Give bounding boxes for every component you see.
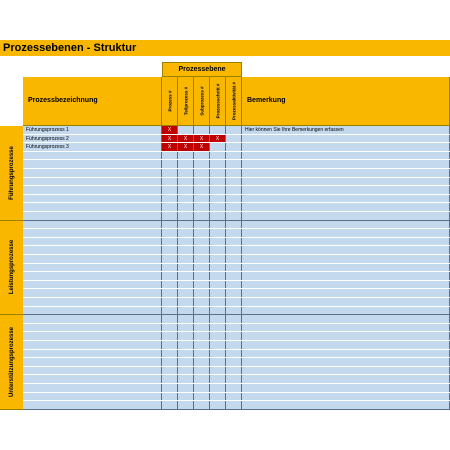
cell-level-mark[interactable] [226, 178, 242, 186]
cell-level-mark[interactable] [162, 203, 178, 211]
cell-process-name[interactable] [23, 238, 162, 246]
cell-level-mark[interactable] [210, 221, 226, 229]
cell-level-mark[interactable] [194, 229, 210, 237]
cell-level-mark[interactable] [162, 307, 178, 315]
header-level-label: Subprozess # [199, 86, 204, 116]
cell-level-mark[interactable] [226, 384, 242, 392]
cell-level-mark[interactable] [226, 375, 242, 383]
cell-level-mark[interactable] [210, 246, 226, 254]
header-remark-label: Bemerkung [247, 97, 286, 104]
cell-level-mark[interactable] [162, 324, 178, 332]
table-row [23, 324, 450, 333]
cell-level-mark[interactable] [226, 298, 242, 306]
cell-level-mark[interactable] [162, 255, 178, 263]
cell-process-name[interactable] [23, 186, 162, 194]
cell-remark[interactable] [242, 375, 450, 383]
cell-level-mark[interactable] [210, 358, 226, 366]
cell-process-name[interactable] [23, 393, 162, 401]
cell-remark[interactable] [242, 384, 450, 392]
cell-level-mark[interactable] [194, 350, 210, 358]
remark-text: Hier können Sie Ihre Bemerkungen erfassen [245, 127, 344, 133]
cell-process-name[interactable] [23, 143, 162, 151]
cell-remark[interactable] [242, 169, 450, 177]
cell-process-name[interactable] [23, 401, 162, 409]
level-mark: X [199, 144, 204, 151]
table-row [23, 186, 450, 195]
table-row [23, 384, 450, 393]
cell-level-mark[interactable] [178, 264, 194, 272]
cell-process-name[interactable] [23, 350, 162, 358]
cell-level-mark[interactable] [226, 212, 242, 220]
cell-process-name[interactable] [23, 264, 162, 272]
cell-level-mark[interactable] [178, 246, 194, 254]
table-row [23, 126, 450, 135]
group-label: Führungsprozesse [8, 145, 15, 200]
header-level-label: Prozessschritt # [215, 83, 220, 119]
table-row [23, 350, 450, 359]
cell-remark[interactable] [242, 307, 450, 315]
cell-process-name[interactable] [23, 152, 162, 160]
table-row [23, 393, 450, 402]
table-row [23, 152, 450, 161]
cell-level-mark[interactable] [178, 358, 194, 366]
cell-level-mark[interactable] [226, 126, 242, 134]
cell-process-name[interactable] [23, 135, 162, 143]
cell-level-mark[interactable] [162, 238, 178, 246]
cell-remark[interactable] [242, 401, 450, 409]
cell-level-mark[interactable] [162, 298, 178, 306]
cell-level-mark[interactable] [178, 160, 194, 168]
cell-level-mark[interactable] [226, 393, 242, 401]
cell-remark[interactable] [242, 186, 450, 194]
cell-level-mark[interactable] [194, 221, 210, 229]
cell-level-mark[interactable] [178, 281, 194, 289]
table-row [23, 169, 450, 178]
cell-level-mark[interactable] [194, 358, 210, 366]
cell-level-mark[interactable] [178, 255, 194, 263]
cell-level-mark[interactable] [162, 272, 178, 280]
cell-level-mark[interactable] [178, 324, 194, 332]
cell-level-mark[interactable] [178, 126, 194, 134]
cell-level-mark[interactable] [178, 135, 194, 143]
cell-level-mark[interactable] [226, 332, 242, 340]
cell-remark[interactable] [242, 152, 450, 160]
cell-remark[interactable] [242, 298, 450, 306]
cell-level-mark[interactable] [226, 350, 242, 358]
cell-level-mark[interactable] [210, 384, 226, 392]
level-mark: X [199, 135, 204, 142]
table-row [23, 358, 450, 367]
cell-level-mark[interactable] [226, 160, 242, 168]
table-row [23, 238, 450, 247]
cell-level-mark[interactable] [194, 298, 210, 306]
cell-remark[interactable] [242, 350, 450, 358]
cell-level-mark[interactable] [226, 246, 242, 254]
cell-level-mark[interactable] [162, 152, 178, 160]
cell-level-mark[interactable] [210, 178, 226, 186]
header-level-label: Prozess # [167, 90, 172, 112]
cell-level-mark[interactable] [162, 135, 178, 143]
header-level-col-3 [210, 77, 226, 126]
cell-remark[interactable] [242, 126, 450, 134]
cell-level-mark[interactable] [210, 169, 226, 177]
table-row [23, 195, 450, 204]
cell-level-mark[interactable] [194, 341, 210, 349]
cell-level-mark[interactable] [226, 264, 242, 272]
group-label-cell [0, 126, 23, 221]
cell-remark[interactable] [242, 212, 450, 220]
cell-level-mark[interactable] [162, 229, 178, 237]
cell-process-name[interactable] [23, 203, 162, 211]
cell-level-mark[interactable] [162, 375, 178, 383]
table-row [23, 272, 450, 281]
table-row [23, 315, 450, 324]
cell-level-mark[interactable] [194, 169, 210, 177]
cell-remark[interactable] [242, 324, 450, 332]
cell-process-name[interactable] [23, 289, 162, 297]
cell-level-mark[interactable] [178, 367, 194, 375]
group-label-cell [0, 221, 23, 316]
level-mark: X [183, 135, 188, 142]
cell-level-mark[interactable] [226, 152, 242, 160]
cell-level-mark[interactable] [210, 401, 226, 409]
cell-level-mark[interactable] [210, 393, 226, 401]
level-mark: X [167, 135, 172, 142]
cell-process-name[interactable] [23, 160, 162, 168]
cell-process-name[interactable] [23, 178, 162, 186]
cell-level-mark[interactable] [178, 238, 194, 246]
table-row [23, 281, 450, 290]
cell-remark[interactable] [242, 367, 450, 375]
cell-level-mark[interactable] [210, 143, 226, 151]
process-name: Führungsprozess 3 [26, 144, 69, 151]
header-remark-column [242, 77, 450, 126]
cell-level-mark[interactable] [210, 298, 226, 306]
cell-level-mark[interactable] [226, 143, 242, 151]
group-label-cell [0, 315, 23, 410]
table-row [23, 135, 450, 144]
cell-level-mark[interactable] [194, 143, 210, 151]
cell-level-mark[interactable] [162, 126, 178, 134]
cell-level-mark[interactable] [178, 393, 194, 401]
cell-level-mark[interactable] [210, 367, 226, 375]
table-row [23, 229, 450, 238]
cell-process-name[interactable] [23, 367, 162, 375]
cell-level-mark[interactable] [226, 203, 242, 211]
cell-remark[interactable] [242, 393, 450, 401]
cell-level-mark[interactable] [194, 281, 210, 289]
cell-level-mark[interactable] [194, 135, 210, 143]
cell-level-mark[interactable] [178, 307, 194, 315]
cell-remark[interactable] [242, 203, 450, 211]
cell-level-mark[interactable] [194, 255, 210, 263]
cell-level-mark[interactable] [194, 212, 210, 220]
cell-level-mark[interactable] [178, 178, 194, 186]
cell-level-mark[interactable] [162, 143, 178, 151]
cell-level-mark[interactable] [194, 393, 210, 401]
cell-level-mark[interactable] [162, 350, 178, 358]
header-level-col-2 [194, 77, 210, 126]
cell-level-mark[interactable] [210, 195, 226, 203]
group-label: Unterstützungsprozesse [8, 326, 15, 397]
cell-level-mark[interactable] [210, 135, 226, 143]
process-name: Führungsprozess 1 [26, 127, 69, 133]
cell-level-mark[interactable] [210, 186, 226, 194]
cell-level-mark[interactable] [162, 289, 178, 297]
cell-level-mark[interactable] [194, 384, 210, 392]
cell-level-mark[interactable] [226, 315, 242, 323]
header-level-label: Teilprozess # [183, 86, 188, 116]
cell-level-mark[interactable] [194, 367, 210, 375]
header-level-col-1 [178, 77, 194, 126]
cell-level-mark[interactable] [210, 160, 226, 168]
table-row [23, 143, 450, 152]
cell-process-name[interactable] [23, 221, 162, 229]
cell-level-mark[interactable] [210, 229, 226, 237]
cell-level-mark[interactable] [194, 375, 210, 383]
cell-level-mark[interactable] [178, 272, 194, 280]
cell-level-mark[interactable] [162, 160, 178, 168]
cell-process-name[interactable] [23, 169, 162, 177]
title-bar [0, 40, 450, 56]
cell-level-mark[interactable] [178, 229, 194, 237]
table-row [23, 255, 450, 264]
header-level-col-0 [162, 77, 178, 126]
cell-level-mark[interactable] [178, 341, 194, 349]
cell-level-mark[interactable] [210, 332, 226, 340]
group-label: Leistungsprozesse [8, 240, 15, 295]
cell-process-name[interactable] [23, 384, 162, 392]
cell-level-mark[interactable] [226, 135, 242, 143]
cell-level-mark[interactable] [178, 350, 194, 358]
level-mark: X [215, 135, 220, 142]
cell-level-mark[interactable] [178, 298, 194, 306]
cell-level-mark[interactable] [226, 324, 242, 332]
cell-level-mark[interactable] [226, 169, 242, 177]
cell-level-mark[interactable] [178, 152, 194, 160]
cell-level-mark[interactable] [178, 195, 194, 203]
cell-level-mark[interactable] [194, 324, 210, 332]
cell-level-mark[interactable] [162, 315, 178, 323]
cell-remark[interactable] [242, 221, 450, 229]
cell-process-name[interactable] [23, 315, 162, 323]
cell-level-mark[interactable] [226, 367, 242, 375]
cell-level-mark[interactable] [210, 315, 226, 323]
table-row [23, 160, 450, 169]
cell-level-mark[interactable] [178, 143, 194, 151]
cell-level-mark[interactable] [226, 195, 242, 203]
cell-remark[interactable] [242, 195, 450, 203]
table-row [23, 178, 450, 187]
cell-level-mark[interactable] [162, 401, 178, 409]
cell-level-mark[interactable] [226, 401, 242, 409]
header-group-prozessebene: Prozessebene [162, 62, 242, 77]
cell-level-mark[interactable] [194, 126, 210, 134]
cell-level-mark[interactable] [162, 212, 178, 220]
cell-remark[interactable] [242, 135, 450, 143]
cell-level-mark[interactable] [226, 255, 242, 263]
cell-level-mark[interactable] [162, 281, 178, 289]
cell-remark[interactable] [242, 238, 450, 246]
cell-level-mark[interactable] [210, 203, 226, 211]
cell-level-mark[interactable] [194, 160, 210, 168]
cell-level-mark[interactable] [226, 229, 242, 237]
header-level-col-4 [226, 77, 242, 126]
cell-level-mark[interactable] [162, 195, 178, 203]
cell-process-name[interactable] [23, 195, 162, 203]
header-name-column [23, 77, 162, 126]
cell-remark[interactable] [242, 358, 450, 366]
table-row [23, 375, 450, 384]
cell-level-mark[interactable] [210, 324, 226, 332]
cell-remark[interactable] [242, 315, 450, 323]
cell-process-name[interactable] [23, 298, 162, 306]
cell-level-mark[interactable] [178, 289, 194, 297]
cell-remark[interactable] [242, 229, 450, 237]
cell-level-mark[interactable] [194, 264, 210, 272]
cell-level-mark[interactable] [226, 238, 242, 246]
table-row [23, 341, 450, 350]
cell-level-mark[interactable] [194, 203, 210, 211]
cell-level-mark[interactable] [210, 126, 226, 134]
cell-level-mark[interactable] [194, 246, 210, 254]
cell-process-name[interactable] [23, 272, 162, 280]
cell-process-name[interactable] [23, 126, 162, 134]
cell-process-name[interactable] [23, 255, 162, 263]
table-row [23, 221, 450, 230]
cell-level-mark[interactable] [194, 186, 210, 194]
cell-process-name[interactable] [23, 332, 162, 340]
table-row [23, 367, 450, 376]
header-level-label: Prozessaktivität # [231, 81, 236, 121]
sheet-title: Prozessebenen - Struktur [3, 42, 137, 54]
table-row [23, 332, 450, 341]
cell-level-mark[interactable] [162, 221, 178, 229]
cell-level-mark[interactable] [162, 178, 178, 186]
cell-remark[interactable] [242, 264, 450, 272]
cell-level-mark[interactable] [194, 152, 210, 160]
cell-remark[interactable] [242, 143, 450, 151]
cell-level-mark[interactable] [162, 264, 178, 272]
cell-process-name[interactable] [23, 375, 162, 383]
cell-level-mark[interactable] [210, 212, 226, 220]
level-mark: X [167, 127, 172, 133]
cell-level-mark[interactable] [194, 332, 210, 340]
cell-level-mark[interactable] [194, 272, 210, 280]
cell-level-mark[interactable] [162, 384, 178, 392]
cell-remark[interactable] [242, 272, 450, 280]
level-mark: X [183, 144, 188, 151]
cell-level-mark[interactable] [178, 315, 194, 323]
level-mark: X [167, 144, 172, 151]
cell-level-mark[interactable] [226, 307, 242, 315]
cell-level-mark[interactable] [210, 281, 226, 289]
table-row [23, 289, 450, 298]
cell-level-mark[interactable] [226, 221, 242, 229]
cell-level-mark[interactable] [210, 341, 226, 349]
cell-level-mark[interactable] [178, 169, 194, 177]
table-row [23, 264, 450, 273]
cell-level-mark[interactable] [210, 238, 226, 246]
header-name-label: Prozessbezeichnung [28, 97, 98, 104]
cell-level-mark[interactable] [178, 401, 194, 409]
cell-remark[interactable] [242, 160, 450, 168]
group-divider [23, 409, 450, 410]
cell-remark[interactable] [242, 255, 450, 263]
cell-level-mark[interactable] [178, 186, 194, 194]
cell-process-name[interactable] [23, 229, 162, 237]
cell-remark[interactable] [242, 281, 450, 289]
cell-level-mark[interactable] [210, 289, 226, 297]
cell-level-mark[interactable] [162, 332, 178, 340]
table-row [23, 203, 450, 212]
cell-level-mark[interactable] [162, 341, 178, 349]
cell-level-mark[interactable] [162, 246, 178, 254]
cell-level-mark[interactable] [194, 307, 210, 315]
cell-process-name[interactable] [23, 358, 162, 366]
cell-level-mark[interactable] [210, 152, 226, 160]
cell-process-name[interactable] [23, 246, 162, 254]
cell-remark[interactable] [242, 289, 450, 297]
cell-level-mark[interactable] [226, 272, 242, 280]
cell-level-mark[interactable] [194, 315, 210, 323]
cell-level-mark[interactable] [210, 307, 226, 315]
cell-level-mark[interactable] [194, 178, 210, 186]
cell-level-mark[interactable] [226, 289, 242, 297]
cell-remark[interactable] [242, 246, 450, 254]
cell-level-mark[interactable] [178, 375, 194, 383]
cell-process-name[interactable] [23, 324, 162, 332]
cell-level-mark[interactable] [162, 358, 178, 366]
cell-level-mark[interactable] [194, 401, 210, 409]
cell-level-mark[interactable] [210, 264, 226, 272]
cell-level-mark[interactable] [226, 186, 242, 194]
cell-level-mark[interactable] [210, 272, 226, 280]
cell-level-mark[interactable] [226, 358, 242, 366]
cell-level-mark[interactable] [210, 375, 226, 383]
cell-remark[interactable] [242, 332, 450, 340]
cell-level-mark[interactable] [194, 289, 210, 297]
cell-process-name[interactable] [23, 281, 162, 289]
cell-process-name[interactable] [23, 341, 162, 349]
cell-remark[interactable] [242, 178, 450, 186]
cell-process-name[interactable] [23, 212, 162, 220]
cell-level-mark[interactable] [194, 195, 210, 203]
cell-level-mark[interactable] [226, 341, 242, 349]
cell-level-mark[interactable] [194, 238, 210, 246]
cell-level-mark[interactable] [162, 393, 178, 401]
cell-remark[interactable] [242, 341, 450, 349]
process-table [0, 126, 450, 410]
cell-process-name[interactable] [23, 307, 162, 315]
cell-level-mark[interactable] [178, 384, 194, 392]
cell-level-mark[interactable] [162, 186, 178, 194]
cell-level-mark[interactable] [162, 169, 178, 177]
cell-level-mark[interactable] [178, 221, 194, 229]
table-row [23, 246, 450, 255]
cell-level-mark[interactable] [178, 212, 194, 220]
process-name: Führungsprozess 2 [26, 135, 69, 142]
cell-level-mark[interactable] [178, 203, 194, 211]
cell-level-mark[interactable] [162, 367, 178, 375]
cell-level-mark[interactable] [178, 332, 194, 340]
table-row [23, 298, 450, 307]
cell-level-mark[interactable] [226, 281, 242, 289]
cell-level-mark[interactable] [210, 255, 226, 263]
cell-level-mark[interactable] [210, 350, 226, 358]
